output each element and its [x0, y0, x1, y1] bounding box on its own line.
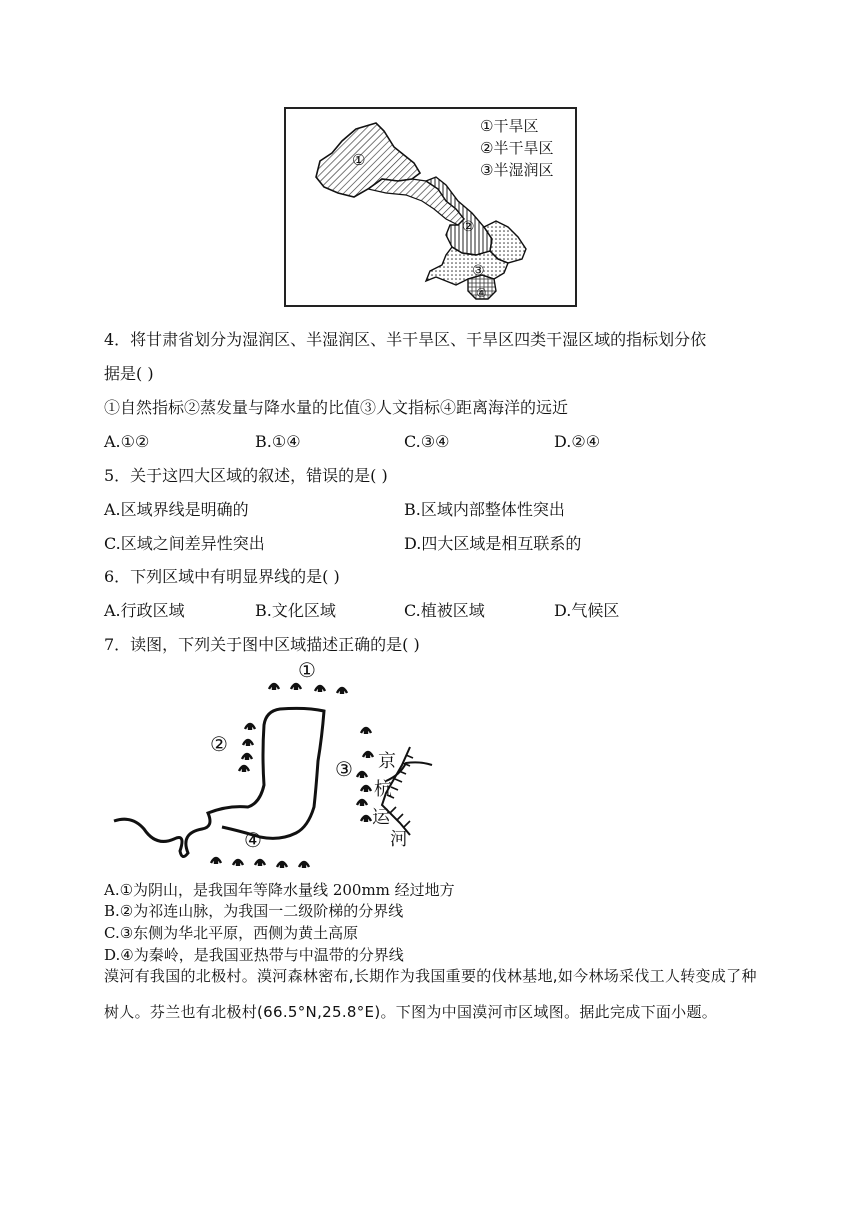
q6-option-a[interactable]: A.行政区域 — [104, 601, 185, 620]
map1-label-4: ④ — [476, 286, 487, 300]
mountain-symbols-4 — [211, 858, 309, 868]
yellow-river-map — [110, 655, 440, 877]
q5-option-c[interactable]: C.区域之间差异性突出 — [104, 534, 265, 553]
q4-option-a[interactable]: A.①② — [104, 432, 150, 451]
legend-semi-arid: ②半干旱区 — [480, 139, 554, 157]
map2-label-3: ③ — [335, 757, 353, 781]
legend-semi-humid: ③半湿润区 — [480, 161, 554, 179]
q4-option-d[interactable]: D.②④ — [554, 432, 601, 451]
q5-option-a[interactable]: A.区域界线是明确的 — [104, 500, 249, 519]
q4-stem-line2: 据是( ) — [104, 364, 154, 383]
q6-option-b[interactable]: B.文化区域 — [255, 601, 336, 620]
gansu-zone-map — [284, 107, 577, 307]
q6-option-d[interactable]: D.气候区 — [554, 601, 620, 620]
q5-option-d[interactable]: D.四大区域是相互联系的 — [404, 534, 582, 553]
q6-option-c[interactable]: C.植被区域 — [404, 601, 485, 620]
q7-stem: 7．读图，下列关于图中区域描述正确的是( ) — [104, 635, 420, 654]
q4-items: ①自然指标②蒸发量与降水量的比值③人文指标④距离海洋的远近 — [104, 398, 569, 417]
map1-label-3: ③ — [472, 263, 485, 279]
mountain-symbols-2 — [239, 724, 255, 772]
canal-char-3: 运 — [372, 807, 390, 828]
map1-label-2: ② — [462, 219, 475, 235]
q6-stem: 6．下列区域中有明显界线的是( ) — [104, 567, 340, 586]
mohe-passage: 漠河有我国的北极村。漠河森林密布,长期作为我国重要的伐林基地,如今林场采伐工人转变成了种树人。芬兰也有北极村(66.5°N,25.8°E)。下图为中国漠河市区域图。据此完成下面小题。 — [104, 967, 757, 1021]
q4-option-c[interactable]: C.③④ — [404, 432, 450, 451]
q7-option-d[interactable]: D.④为秦岭，是我国亚热带与中温带的分界线 — [104, 946, 404, 964]
q5-option-b[interactable]: B.区域内部整体性突出 — [404, 500, 565, 519]
map2-label-4: ④ — [244, 828, 262, 852]
map1-label-1: ① — [352, 151, 366, 169]
q4-option-b[interactable]: B.①④ — [255, 432, 301, 451]
q7-option-c[interactable]: C.③东侧为华北平原，西侧为黄土高原 — [104, 924, 359, 942]
mountain-symbols-3 — [357, 728, 373, 822]
legend-arid: ①干旱区 — [480, 117, 539, 135]
canal-char-1: 京 — [378, 751, 396, 772]
map1-legend — [480, 115, 553, 181]
canal-char-4: 河 — [390, 829, 408, 850]
q4-stem-line1: 4．将甘肃省划分为湿润区、半湿润区、半干旱区、干旱区四类干湿区域的指标划分依 — [104, 330, 707, 349]
q7-option-b[interactable]: B.②为祁连山脉，为我国一二级阶梯的分界线 — [104, 902, 404, 920]
mountain-symbols-1 — [269, 684, 347, 694]
map2-label-2: ② — [210, 732, 228, 756]
yellow-river-map-drawing — [110, 655, 440, 877]
map2-label-1: ① — [298, 658, 316, 682]
q7-option-a[interactable]: A.①为阴山，是我国年等降水量线 200mm 经过地方 — [104, 881, 455, 899]
canal-char-2: 杭 — [374, 779, 392, 800]
yellow-river — [114, 708, 324, 856]
q5-stem: 5．关于这四大区域的叙述，错误的是( ) — [104, 466, 388, 485]
